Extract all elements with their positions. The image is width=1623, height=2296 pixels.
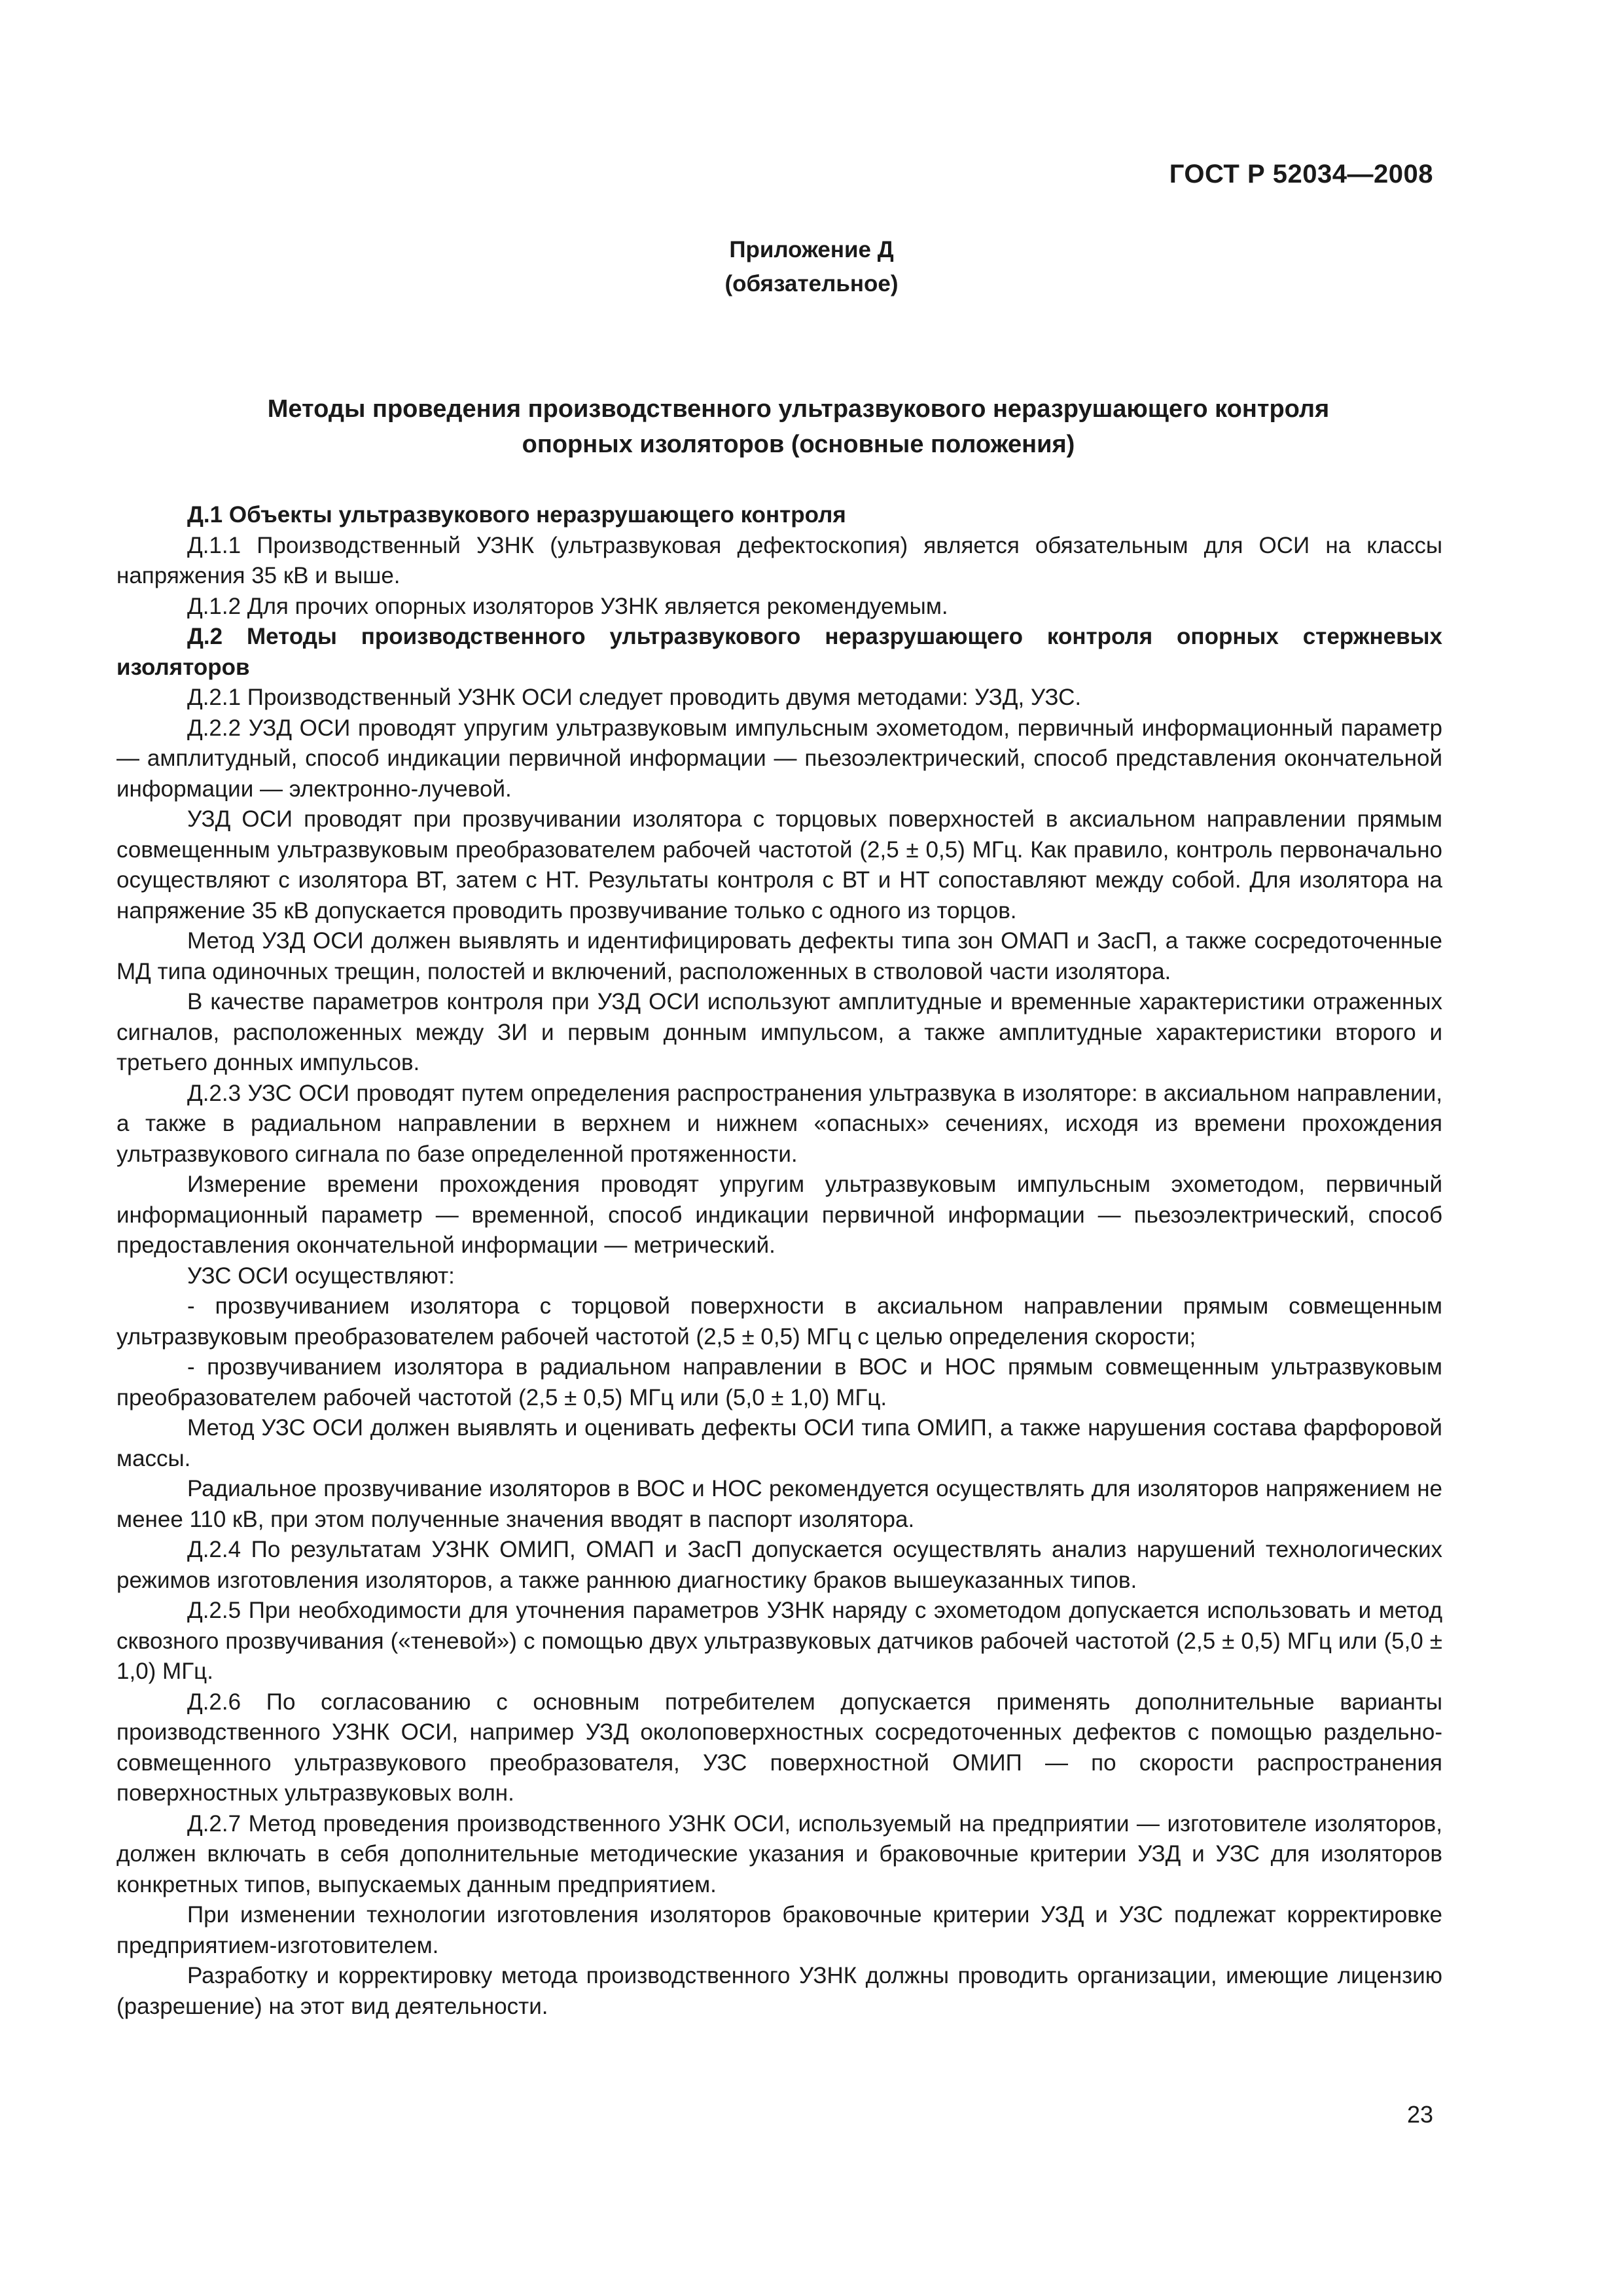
appendix-heading xyxy=(0,233,1623,301)
section-heading: Д.2 Методы производственного ультразвукового неразрушающего контроля опорных стержневых изоляторов xyxy=(116,624,1442,680)
section-heading: Д.1 Объекты ультразвукового неразрушающего контроля xyxy=(187,502,846,528)
document-title-line-1: Методы проведения производственного ультразвукового неразрушающего контроля xyxy=(267,395,1330,423)
paragraph: Д.1.1 Производственный УЗНК (ультразвуковая дефектоскопия) является обязательным для ОСИ на классы напряжения 35 кВ и выше. xyxy=(116,532,1442,588)
paragraph: - прозвучиванием изолятора в радиальном направлении в ВОС и НОС прямым совмещенным ультразвуковым преобразователем рабочей частотой (2,5 ± 0,5) МГц или (5,0 ± 1,0) МГц. xyxy=(116,1354,1442,1410)
paragraph: Радиальное прозвучивание изоляторов в ВОС и НОС рекомендуется осуществлять для изоляторов напряжением не менее 110 кВ, при этом полученные значения вводят в паспорт изолятора. xyxy=(116,1476,1442,1532)
paragraph: Д.1.2 Для прочих опорных изоляторов УЗНК является рекомендуемым. xyxy=(187,593,948,619)
paragraph: Д.2.4 По результатам УЗНК ОМИП, ОМАП и ЗасП допускается осуществлять анализ нарушений технологических режимов изготовления изоляторов, а также раннюю диагностику браков вышеуказанных типов. xyxy=(116,1537,1442,1593)
paragraph: - прозвучиванием изолятора с торцовой поверхности в аксиальном направлении прямым совмещенным ультразвуковым преобразователем рабочей частотой (2,5 ± 0,5) МГц с целью определения скорости; xyxy=(116,1293,1442,1350)
paragraph: При изменении технологии изготовления изоляторов браковочные критерии УЗД и УЗС подлежат корректировке предприятием-изготовителем. xyxy=(116,1902,1442,1958)
paragraph: УЗС ОСИ осуществляют: xyxy=(187,1263,455,1289)
paragraph: Д.2.3 УЗС ОСИ проводят путем определения распространения ультразвука в изоляторе: в аксиальном направлении, а также в радиальном направлении в верхнем и нижнем «опасных» сечениях, исходя из времени прохождения ультразвукового сигнала по базе определенной протяженности. xyxy=(116,1080,1442,1167)
document-title-line-2: опорных изоляторов (основные положения) xyxy=(522,431,1075,458)
paragraph: Разработку и корректировку метода производственного УЗНК должны проводить организации, имеющие лицензию (разрешение) на этот вид деятельности. xyxy=(116,1963,1442,2019)
body-text xyxy=(116,500,1442,2022)
appendix-status: (обязательное) xyxy=(724,271,899,296)
standard-code: ГОСТ Р 52034—2008 xyxy=(1169,160,1433,188)
paragraph: Метод УЗС ОСИ должен выявлять и оценивать дефекты ОСИ типа ОМИП, а также нарушения состава фарфоровой массы. xyxy=(116,1415,1442,1471)
paragraph: Д.2.5 При необходимости для уточнения параметров УЗНК наряду с эхометодом допускается использовать и метод сквозного прозвучивания («теневой») с помощью двух ультразвуковых датчиков рабочей частотой (2,5 ± 0,5) МГц или (5,0 ± 1,0) МГц. xyxy=(116,1598,1442,1684)
appendix-label: Приложение Д xyxy=(729,237,894,262)
document-title xyxy=(157,391,1440,462)
paragraph: Д.2.6 По согласованию с основным потребителем допускается применять дополнительные варианты производственного УЗНК ОСИ, например УЗД околоповерхностных сосредоточенных дефектов с помощью раздельно-совмещенного ультразвукового преобразователя, УЗС поверхностной ОМИП — по скорости распространения поверхностных ультразвуковых волн. xyxy=(116,1689,1442,1806)
page-number: 23 xyxy=(1406,2101,1433,2128)
paragraph: Измерение времени прохождения проводят упругим ультразвуковым импульсным эхометодом, первичный информационный параметр — временной, способ индикации первичной информации — пьезоэлектрический, способ предоставления окончательной информации — метрический. xyxy=(116,1172,1442,1258)
paragraph: В качестве параметров контроля при УЗД ОСИ используют амплитудные и временные характеристики отраженных сигналов, расположенных между ЗИ и первым донным импульсом, а также амплитудные характеристики второго и третьего донных импульсов. xyxy=(116,989,1442,1075)
paragraph: Д.2.7 Метод проведения производственного УЗНК ОСИ, используемый на предприятии — изготовителе изоляторов, должен включать в себя дополнительные методические указания и браковочные критерии УЗД и УЗС для изоляторов конкретных типов, выпускаемых данным предприятием. xyxy=(116,1810,1442,1897)
paragraph: Д.2.2 УЗД ОСИ проводят упругим ультразвуковым импульсным эхометодом, первичный информационный параметр — амплитудный, способ индикации первичной информации — пьезоэлектрический, способ представления окончательной информации — электронно-лучевой. xyxy=(116,715,1442,802)
paragraph: УЗД ОСИ проводят при прозвучивании изолятора с торцовых поверхностей в аксиальном направлении прямым совмещенным ультразвуковым преобразователем рабочей частотой (2,5 ± 0,5) МГц. Как правило, контроль первоначально осуществляют с изолятора ВТ, затем с НТ. Результаты контроля с ВТ и НТ сопоставляют между собой. Для изолятора на напряжение 35 кВ допускается проводить прозвучивание только с одного из торцов. xyxy=(116,806,1442,924)
paragraph: Метод УЗД ОСИ должен выявлять и идентифицировать дефекты типа зон ОМАП и ЗасП, а также сосредоточенные МД типа одиночных трещин, полостей и включений, расположенных в стволовой части изолятора. xyxy=(116,928,1442,984)
paragraph: Д.2.1 Производственный УЗНК ОСИ следует проводить двумя методами: УЗД, УЗС. xyxy=(187,685,1082,710)
